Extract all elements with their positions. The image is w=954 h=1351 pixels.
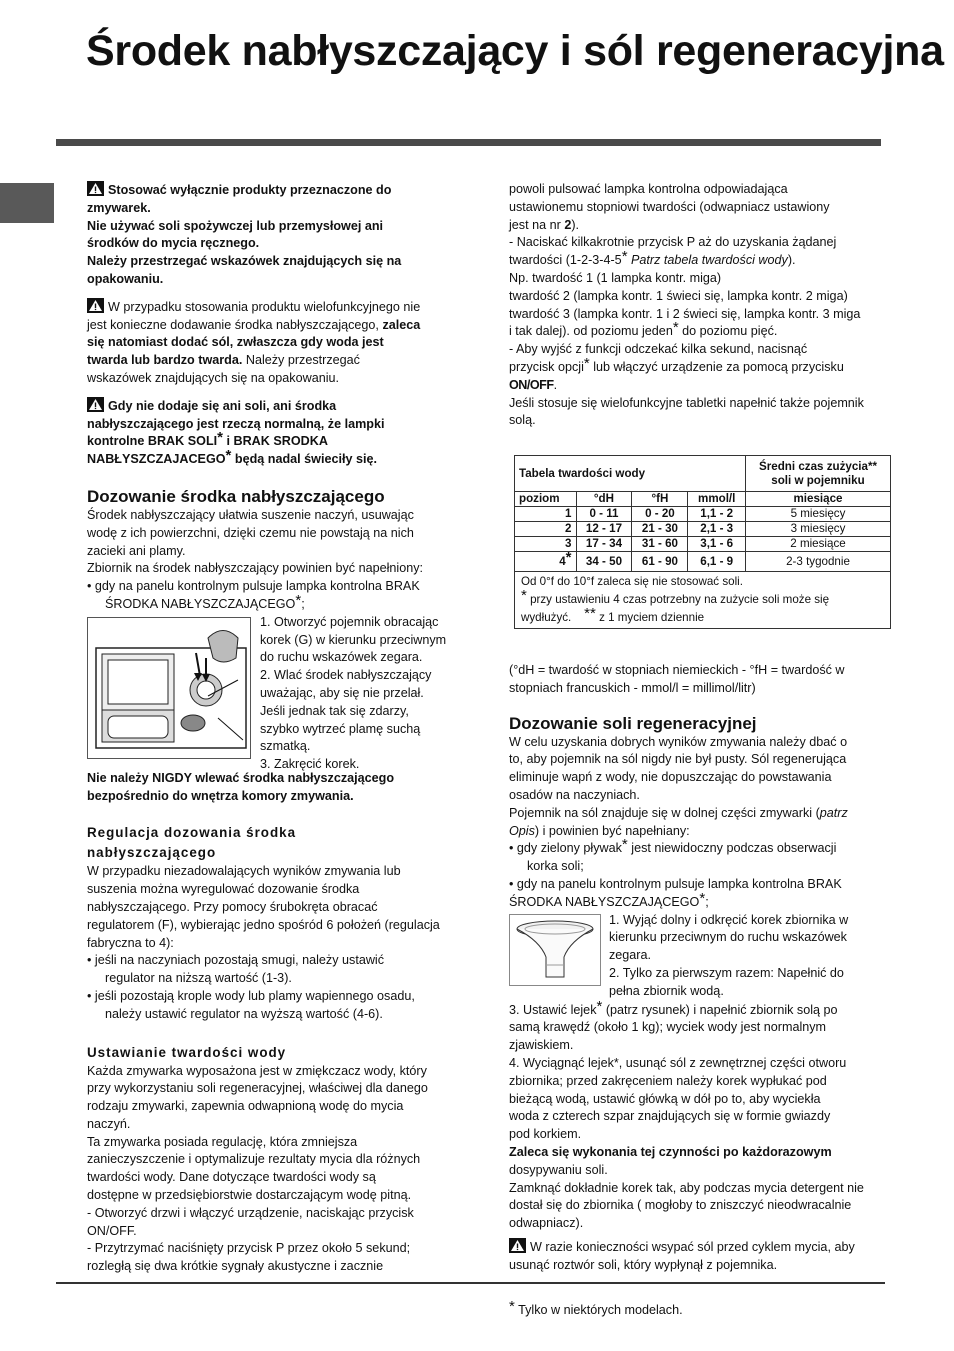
table-title: Tabela twardości wody [515,456,746,492]
water-hardness-table [514,455,891,629]
rinse-aid-steps: 1. Otworzyć pojemnik obracając korek (G) w kierunku przeciwnym do ruchu wskazówek zegara. 2. Wlać środek nabłyszczający uważając, aby się nie przelał. Jeśli jednak tak się zdarzy, szybko wytrzeć plamę suchą szmatką. 3. Zakręcić korek. [260,614,447,772]
warning-icon [509,1238,526,1253]
heading-salt: Dozowanie soli regeneracyjnej [509,713,757,733]
warning-multifunction: W przypadku stosowania produktu wielofunkcyjnego nie jest konieczne dodawanie środka nabłyszczającego, zaleca się natomiast dodać sól, zwłaszcza gdy woda jest twarda lub bardzo twarda. Należy przestrzegać wskazówek znajdujących się na opakowaniu. [87,299,421,385]
left-column: Stosować wyłącznie produkty przeznaczone do zmywarek. Nie używać soli spożywczej lub przemysłowej ani środków do mycia ręcznego. Należy przestrzegać wskazówek znajdujących się na opakowaniu. W przypadku stosowania produktu wielofunkcyjnego nie jest konieczne dodawanie środka nabłyszczającego, zaleca się natomiast dodać sól, zwłaszcza gdy woda jest twarda lub bardzo twarda. Należy przestrzegać wskazówek znajdujących się na opakowaniu. Gdy nie dodaje się ani soli, ani środka nabłyszczającego jest rzeczą normalną, że lampki kontrolne BRAK SOLI* i BRAK SRODKA NABŁYSZCZAJACEGO* będą nadal świeciły się. Dozowanie środka nabłyszczającego Środek nabłyszczający ułatwia suszenie naczyń, usuwając wodę z ich powierzchni, dzięki czemu nie powstają na nich zacieki ani plamy. Zbiornik na środek nabłyszczający powinien być napełniony: • gdy na panelu kontrolnym pulsuje lampka kontrolna BRAK ŚRODKA NABŁYSZCZAJĄCEGO*; 1. Otworzyć pojemnik obracając korek (G) w kierunku przeciwnym do ruchu wskazówek zegara. 2. Wlać środek nabłyszczający uważając, aby się nie przelał. Jeśli jednak tak się zdarzy, szybko wytrzeć plamę suchą szmatką. 3. Zakręcić korek. Nie należy NIGDY wlewać środka nabłyszczającego bezpośrednio do wnętrza komory zmywania. Regulacja dozowania środka nabłyszczającego W przypadku niezadowalających wyników zmywania lub suszenia można wyregulować dozowanie środka nabłyszczającego. Przy pomocy śrubokręta obracać regulatorem (F), wybierając jedno spośród 6 położeń (regulacja fabryczna to 4): • jeśli na naczyniach pozostają smugi, należy ustawić regulator na niższą wartość (1-3). • jeśli pozostają krople wody lub plamy wapiennego osadu, należy ustawić regulator na wyższą wartość (4-6). Ustawianie twardości wody Każda zmywarka wyposażona jest w zmiękczacz wody, który przy wykorzystaniu soli regeneracyjnej, właściwej dla danego rodzaju zmywarki, zapewnia odwapnioną wodę do mycia naczyń. Ta zmywarka posiada regulację, która zmniejsza zanieczyszczenie i optymalizuje rezultaty mycia dla różnych twardości wody. Dane dotyczące twardości wody są dostępne w przedsiębiorstwie dostarczającym wodę pitną. - Otworzyć drzwi i włączyć urządzenie, naciskając przycisk ON/OFF. - Przytrzymać naciśnięty przycisk P przez około 5 sekund; rozległą się dwa krótkie sygnały akustyczne i zacznie [87,181,465,1276]
table-row: 2 12 - 17 21 - 30 2,1 - 3 3 miesięcy [515,522,891,537]
footnote: * Tylko w niektórych modelach. [509,1298,683,1317]
table-row: 1 0 - 11 0 - 20 1,1 - 2 5 miesięcy [515,507,891,522]
table-header: °fH [632,492,688,507]
salt-steps: 1. Wyjąć dolny i odkręcić korek zbiornika w kierunku przeciwnym do ruchu wskazówek zegara. 2. Tylko za pierwszym razem: Napełnić do pełna zbiornik wodą. [609,912,849,998]
table-header: poziom [515,492,577,507]
table-notes: Od 0°f do 10°f zaleca się nie stosować soli. * przy ustawieniu 4 czas potrzebny na zużycie soli może się wydłużyć. ** z 1 myciem dziennie [515,572,891,629]
bottom-rule [56,1282,885,1284]
rinse-aid-dispenser-illustration [87,617,251,759]
heading-water-hardness: Ustawianie twardości wody [87,1044,287,1060]
table-avg-header: Średni czas zużycia** soli w pojemniku [746,456,891,492]
salt-funnel-illustration [509,914,601,986]
title-rule [56,139,881,146]
table-header: miesiące [746,492,891,507]
table-header: mmol/l [688,492,746,507]
section-tab [0,183,54,223]
salt-warning: W razie konieczności wsypać sól przed cyklem mycia, aby usunąć roztwór soli, który wypłynął z pojemnika. [509,1239,855,1272]
table-row: 4* 34 - 50 61 - 90 6,1 - 9 2-3 tygodnie [515,552,891,572]
right-column-lower: (°dH = twardość w stopniach niemieckich - °fH = twardość w stopniach francuskich - mmol/l = millimol/litr) Dozowanie soli regeneracyjnej W celu uzyskania dobrych wyników zmywania należy dbać o to, aby pojemnik na sól nigdy nie był pusty. Sól regenerująca eliminuje wapń z wody, nie dopuszczając do powstawania osadów na naczyniach. Pojemnik na sól znajduje się w dolnej części zmywarki (patrz Opis) i powinien być napełniany: • gdy zielony pływak* jest niewidoczny podczas obserwacji korka soli; • gdy na panelu kontrolnym pulsuje lampka kontrolna BRAK ŚRODKA NABŁYSZCZAJĄCEGO*; 1. Wyjąć dolny i odkręcić korek zbiornika w kierunku przeciwnym do ruchu wskazówek zegara. 2. Tylko za pierwszym razem: Napełnić do pełna zbiornik wodą. 3. Ustawić lejek* (patrz rysunek) i napełnić zbiornik solą po samą krawędź (około 1 kg); wyciek wody jest normalnym zjawiskiem. 4. Wyciągnąć lejek*, usunąć sól z zewnętrznej części otworu zbiornika; przed zakręceniem należy korek wypłukać pod bieżącą wodą, ustawić główką w dół po to, aby wyciekła woda z czterech szpar znajdujących się w formie gwiazdy pod korkiem. Zaleca się wykonania tej czynności po każdorazowym dosypywaniu soli. Zamknąć dokładnie korek tak, aby podczas mycia detergent nie dostał się do zbiornika ( mogłoby to zniszczyć nieodwracalnie odwapniacz). W razie konieczności wsypać sól przed cyklem mycia, aby usunąć roztwór soli, który wypłynął z pojemnika. [509,662,889,1275]
rinse-aid-never-note: Nie należy NIGDY wlewać środka nabłyszczającego bezpośrednio do wnętrza komory zmywania. [87,770,395,803]
warning-icon [87,397,104,412]
right-column: powoli pulsować lampka kontrolna odpowiadająca ustawionemu stopniowi twardości (odwapniacz ustawiony jest na nr 2). - Naciskać kilkakrotnie przycisk P aż do uzyskania żądanej twardości (1-2-3-4-5* Patrz tabela twardości wody). Np. twardość 1 (1 lampka kontr. miga) twardość 2 (lampka kontr. 1 świeci się, lampka kontr. 2 miga) twardość 3 (lampka kontr. 1 i 2 świeci się, lampka kontr. 3 miga i tak dalej). od poziomu jeden* do poziomu pięć. - Aby wyjść z funkcji odczekać kilka sekund, nacisnąć przycisk opcji* lub włączyć urządzenie za pomocą przycisku ON/OFF. Jeśli stosuje się wielofunkcyjne tabletki napełnić także pojemnik solą. [509,182,864,428]
table-row: 3 17 - 34 31 - 60 3,1 - 6 2 miesiące [515,537,891,552]
warning-products: Stosować wyłącznie produkty przeznaczone do zmywarek. Nie używać soli spożywczej lub przemysłowej ani środków do mycia ręcznego. Należy przestrzegać wskazówek znajdujących się na opakowaniu. [87,183,402,286]
heading-rinse-regulation: Regulacja dozowania środka nabłyszczającego [87,825,297,861]
warning-icon [87,298,104,313]
table-header: °dH [576,492,632,507]
page-title: Środek nabłyszczający i sól regeneracyjna [86,27,944,75]
warning-icon [87,181,104,196]
heading-rinse-aid: Dozowanie środka nabłyszczającego [87,486,385,506]
warning-indicators: Gdy nie dodaje się ani soli, ani środka nabłyszczającego jest rzeczą normalną, że lampki kontrolne BRAK SOLI* i BRAK SRODKA NABŁYSZCZAJACEGO* będą nadal świeciły się. [87,398,385,467]
